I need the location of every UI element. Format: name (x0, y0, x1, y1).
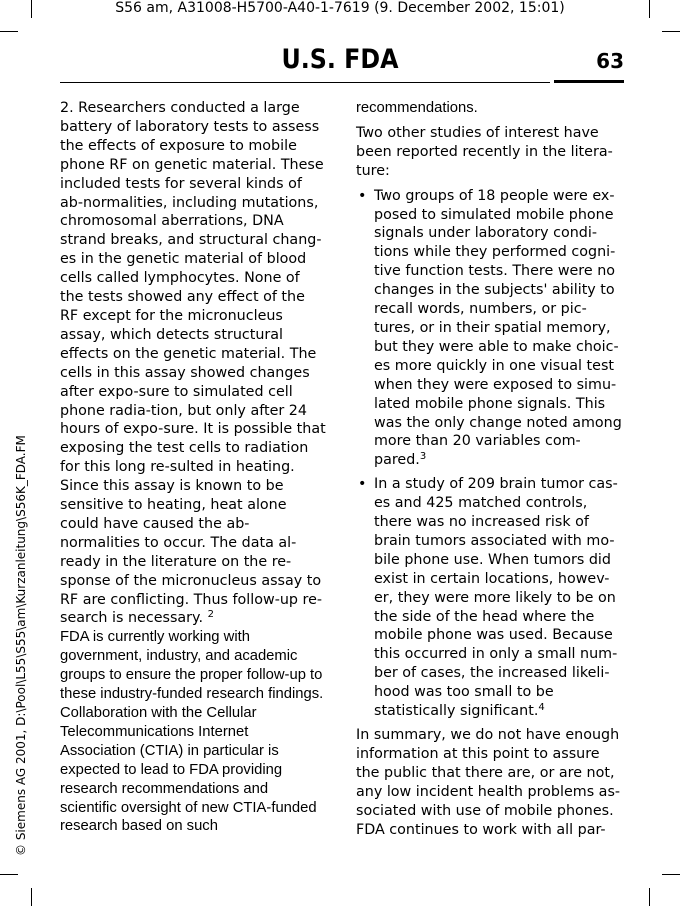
crop-mark (662, 31, 680, 32)
crop-mark (662, 874, 680, 875)
footnote-ref: 3 (419, 451, 427, 463)
page-number-rule (554, 80, 624, 83)
bullet-icon: • (358, 476, 367, 493)
footnote-ref: 2 (207, 609, 214, 621)
bullet-icon: • (358, 187, 367, 204)
list-item-text: Two groups of 18 people were ex-posed to simulated mobile phone signals under laboratory condi-tions while they performed cogni-tive function tests. There were no changes in the subjects' ability to recall words, numbers, or pic-tures, or in their spatial memory, but they were able to make choic-es more quickly in one visual test when they were exposed to simu-lated mobile phone signals. This was the only change noted among more than 20 variables com-pared. (374, 187, 622, 469)
page-title: U.S. FDA (281, 44, 399, 75)
paragraph-text: 2. Researchers conducted a large battery of laboratory tests to assess the effects of exposure to mobile phone RF on genetic material. These included tests for several kinds of ab-normalities, including mutations, chromosomal aberrations, DNA strand breaks, and structural chang-es in the genetic material of blood cells called lymphocytes. None of the tests showed any effect of the RF except for the micronucleus assay, which detects structural effects on the genetic material. The cells in this assay showed changes after expo-sure to simulated cell phone radia-tion, but only after 24 hours of expo-sure. It is possible that exposing the test cells to radiation for this long re-sulted in heating. Since this assay is known to be sensitive to heating, heat alone could have caused the ab-normalities to occur. The data al-ready in the literature on the re-sponse of the micronucleus assay to RF are conflicting. Thus follow-up re-search is necessary. (60, 100, 326, 627)
page-number: 63 (596, 49, 624, 73)
running-header: S56 am, A31008-H5700-A40-1-7619 (9. December 2002, 15:01) (115, 0, 565, 16)
crop-mark (649, 888, 650, 906)
right-column (356, 99, 624, 839)
crop-mark (0, 874, 18, 875)
paragraph: recommendations. (356, 100, 478, 116)
footnote-ref: 4 (538, 702, 545, 714)
paragraph: Two other studies of interest have been reported recently in the litera-ture: (356, 124, 613, 179)
paragraph (60, 99, 326, 628)
bullet-list (356, 187, 624, 721)
crop-mark (31, 888, 32, 906)
list-item (356, 187, 624, 471)
header-rule (60, 82, 550, 83)
list-item (356, 475, 624, 721)
copyright-sidebar: © Siemens AG 2001, D:\Pool\L55\S55\am\Kurzanleitung\S56K_FDA.FM (14, 435, 28, 856)
paragraph: In summary, we do not have enough information at this point to assure the public that there are, or are not, any low incident health problems as-sociated with use of mobile phones. FDA continues to work with all par- (356, 727, 621, 838)
left-column (60, 99, 326, 836)
crop-mark (0, 31, 18, 32)
paragraph: FDA is currently working with government, industry, and academic groups to ensure the proper follow-up to these industry-funded research findings. Collaboration with the Cellular Telecommunications Internet Association (CTIA) in particular is expected to lead to FDA providing research recommendations and scientific oversight of new CTIA-funded research based on such (60, 629, 324, 835)
list-item-text: In a study of 209 brain tumor cas-es and 425 matched controls, there was no increased risk of brain tumors associated with mo-bile phone use. When tumors did exist in certain locations, howev-er, they were more likely to be on the side of the head where the mobile phone was used. Because this occurred in only a small num-ber of cases, the increased likeli-hood was too small to be statistically significant. (374, 476, 618, 720)
